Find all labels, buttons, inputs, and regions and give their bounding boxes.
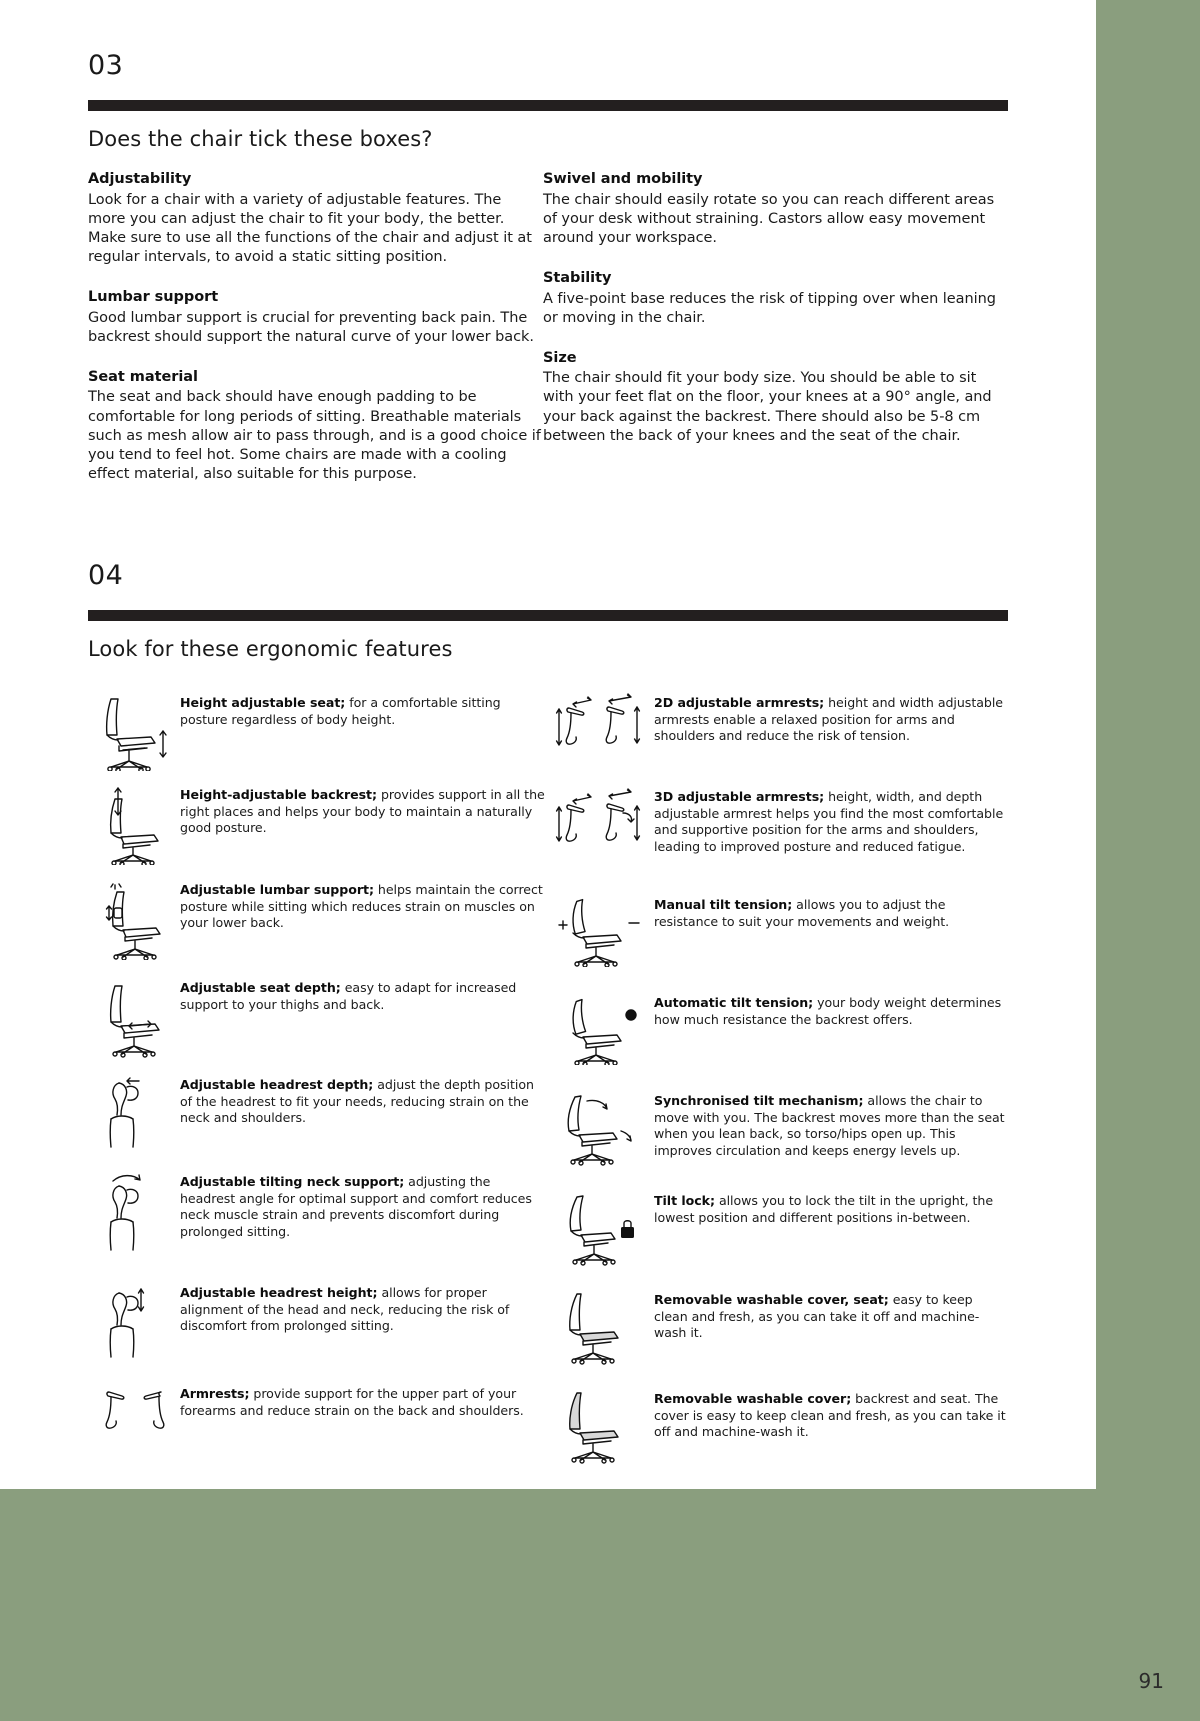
armrest-2d-icon	[548, 691, 654, 759]
block-body: A five-point base reduces the risk of tipping over when leaning or moving in the chair.	[543, 290, 996, 326]
feature-term: Height adjustable seat;	[180, 695, 346, 710]
block-body: Look for a chair with a variety of adjustable features. The more you can adjust the chair to fit your body, the better. Make sure to use all the functions of the chair and adjust it at regular intervals, to avoid a static sitting position.	[88, 191, 532, 265]
feature-text	[654, 785, 1008, 856]
feature-text	[654, 893, 1008, 930]
block-body: The chair should fit your body size. You should be able to sit with your feet flat on the floor, your knees at a 90° angle, and your back against the backrest. There should also be 5-8 cm between the back of your knees and the seat of the chair.	[543, 370, 992, 444]
block-heading: Swivel and mobility	[543, 171, 703, 187]
feature-desc: easy to keep clean and fresh, as you can take it off and machine-wash it.	[654, 1292, 980, 1341]
headrest-height-icon	[88, 1281, 180, 1363]
feature-desc: provides support in all the right places and helps your body to maintain a naturally good posture.	[180, 787, 545, 836]
feature-text	[180, 691, 548, 728]
chair-seat-depth-icon	[88, 976, 180, 1058]
block-heading: Size	[543, 349, 577, 366]
removable-full-cover-icon	[548, 1387, 654, 1465]
feature-term: Tilt lock;	[654, 1193, 715, 1208]
block-heading: Lumbar support	[88, 289, 219, 306]
feature-item	[88, 976, 548, 1067]
feature-term: Manual tilt tension;	[654, 897, 793, 912]
feature-item	[88, 1382, 548, 1462]
removable-seat-cover-icon	[548, 1288, 654, 1366]
feature-term: Adjustable headrest height;	[180, 1285, 378, 1300]
feature-desc: helps maintain the correct posture while sitting which reduces strain on muscles on your lower back.	[180, 882, 543, 931]
feature-term: Removable washable cover;	[654, 1391, 852, 1406]
feature-desc: adjusting the headrest angle for optimal support and comfort reduces neck muscle strain and prevents discomfort during prolonged sitting.	[180, 1174, 532, 1240]
feature-text	[654, 1189, 1008, 1226]
block-heading: Adjustability	[88, 171, 192, 187]
text-block	[543, 170, 998, 248]
chair-lumbar-support-icon	[88, 878, 180, 960]
feature-text	[180, 1382, 548, 1419]
feature-desc: allows you to adjust the resistance to suit your movements and weight.	[654, 897, 950, 929]
feature-desc: height and width adjustable armrests enable a relaxed position for arms and shoulders and reduce the risk of tension.	[654, 695, 1003, 744]
headrest-tilt-icon	[88, 1170, 180, 1254]
feature-column-left	[88, 691, 548, 1483]
feature-item	[88, 783, 548, 872]
feature-desc: easy to adapt for increased support to your thighs and back.	[180, 980, 517, 1012]
feature-term: Adjustable tilting neck support;	[180, 1174, 405, 1189]
feature-text	[180, 783, 548, 837]
synchronised-tilt-icon	[548, 1089, 654, 1167]
feature-item	[548, 785, 1008, 887]
section-03	[88, 52, 1008, 484]
feature-item	[88, 1281, 548, 1376]
feature-desc: backrest and seat. The cover is easy to keep clean and fresh, as you can take it off and machine-wash it.	[654, 1391, 1006, 1440]
feature-desc: allows the chair to move with you. The backrest moves more than the seat when you lean back, so torso/hips open up. This improves circulation and keeps energy levels up.	[654, 1093, 1005, 1159]
section-title: Look for these ergonomic features	[88, 637, 453, 661]
section-04	[88, 562, 1008, 1483]
feature-item	[548, 991, 1008, 1083]
chair-backrest-height-icon	[88, 783, 180, 865]
tilt-lock-icon	[548, 1189, 654, 1267]
feature-term: Armrests;	[180, 1386, 250, 1401]
section-rule	[88, 610, 1008, 621]
feature-column-right	[548, 691, 1008, 1483]
feature-term: Synchronised tilt mechanism;	[654, 1093, 864, 1108]
text-block	[543, 269, 998, 328]
automatic-tilt-tension-icon	[548, 991, 654, 1065]
feature-item	[88, 1170, 548, 1275]
section-rule	[88, 100, 1008, 111]
feature-desc: for a comfortable sitting posture regardless of body height.	[180, 695, 501, 727]
feature-term: Removable washable cover, seat;	[654, 1292, 889, 1307]
armrests-icon	[88, 1382, 180, 1444]
block-body: The seat and back should have enough padding to be comfortable for long periods of sitting. Breathable materials such as mesh allow air to pass through, and is a good choice if you tend to feel hot. Some chairs are made with a cooling effect material, also suitable for this purpose.	[88, 389, 541, 482]
feature-term: Adjustable headrest depth;	[180, 1077, 374, 1092]
section-columns	[88, 170, 1008, 484]
feature-term: Adjustable lumbar support;	[180, 882, 374, 897]
feature-text	[180, 878, 548, 932]
text-block	[88, 368, 543, 484]
feature-term: 3D adjustable armrests;	[654, 789, 825, 804]
feature-desc: adjust the depth position of the headrest to fit your needs, reducing strain on the neck and shoulders.	[180, 1077, 534, 1126]
feature-term: Automatic tilt tension;	[654, 995, 814, 1010]
feature-item	[88, 878, 548, 970]
feature-item	[88, 1073, 548, 1164]
headrest-depth-icon	[88, 1073, 180, 1155]
block-body: Good lumbar support is crucial for preventing back pain. The backrest should support the natural curve of your lower back.	[88, 309, 534, 345]
column-left	[88, 170, 543, 484]
feature-text	[180, 1281, 548, 1335]
text-block	[88, 170, 543, 267]
feature-text	[180, 1073, 548, 1127]
feature-desc: height, width, and depth adjustable armrest helps you find the most comfortable and supportive position for the arms and shoulders, leading to improved posture and reduced fatigue.	[654, 789, 1004, 855]
feature-desc: allows you to lock the tilt in the upright, the lowest position and different positions in-between.	[654, 1193, 994, 1225]
page-number: 91	[1138, 1669, 1164, 1693]
block-body: The chair should easily rotate so you can reach different areas of your desk without straining. Castors allow easy movement around your workspace.	[543, 191, 995, 246]
feature-item	[548, 691, 1008, 779]
feature-text	[654, 1089, 1008, 1160]
chair-seat-height-icon	[88, 691, 180, 771]
feature-term: Adjustable seat depth;	[180, 980, 341, 995]
feature-item	[548, 1189, 1008, 1282]
feature-text	[654, 691, 1008, 745]
feature-item	[548, 1387, 1008, 1477]
feature-text	[654, 1387, 1008, 1441]
text-block	[543, 349, 998, 446]
block-heading: Seat material	[88, 368, 198, 385]
feature-text	[654, 991, 1008, 1028]
feature-term: Height-adjustable backrest;	[180, 787, 378, 802]
feature-text	[654, 1288, 1008, 1342]
text-block	[88, 288, 543, 347]
block-heading: Stability	[543, 269, 612, 286]
section-number: 04	[88, 560, 124, 591]
feature-grid	[88, 691, 1008, 1483]
armrest-3d-icon	[548, 785, 654, 857]
feature-item	[548, 1089, 1008, 1183]
feature-item	[548, 893, 1008, 985]
feature-text	[180, 976, 548, 1013]
feature-text	[180, 1170, 548, 1241]
section-title: Does the chair tick these boxes?	[88, 127, 433, 151]
feature-desc: your body weight determines how much resistance the backrest offers.	[654, 995, 1002, 1027]
feature-desc: allows for proper alignment of the head and neck, reducing the risk of discomfort from prolonged sitting.	[180, 1285, 510, 1334]
feature-item	[548, 1288, 1008, 1381]
section-number: 03	[88, 50, 124, 81]
feature-term: 2D adjustable armrests;	[654, 695, 825, 710]
feature-item	[88, 691, 548, 777]
feature-desc: provide support for the upper part of your forearms and reduce strain on the back and shoulders.	[180, 1386, 524, 1418]
column-right	[543, 170, 998, 484]
manual-tilt-tension-icon	[548, 893, 654, 967]
